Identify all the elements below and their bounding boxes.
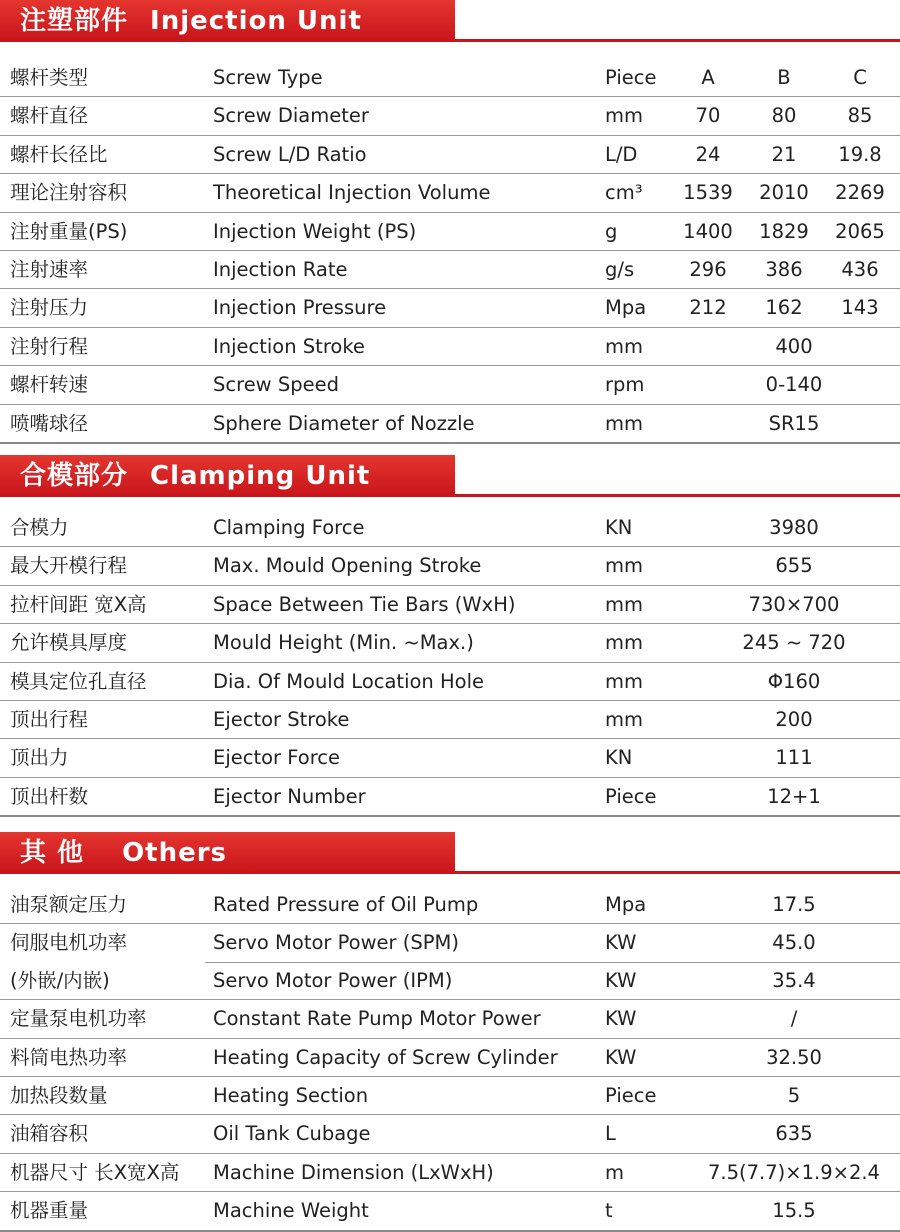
spec-unit: Mpa	[605, 893, 647, 916]
spec-label-en: Mould Height (Min. ~Max.)	[213, 631, 474, 655]
spec-unit: mm	[605, 411, 643, 435]
spec-row	[0, 701, 900, 739]
spec-value: /	[790, 1007, 798, 1031]
spec-value-c: 19.8	[838, 142, 882, 166]
spec-value: 635	[775, 1122, 813, 1146]
spec-unit: cm³	[605, 181, 643, 205]
spec-label-cn: 注射速率	[10, 257, 89, 281]
spec-table	[0, 59, 900, 444]
spec-row	[0, 547, 900, 585]
spec-value-c: 2065	[835, 219, 885, 243]
spec-label-cn: 注射压力	[10, 296, 89, 320]
spec-value-a: 212	[689, 296, 727, 320]
spec-value: 0-140	[765, 373, 823, 397]
spec-row	[0, 1115, 900, 1153]
spec-unit: mm	[605, 554, 643, 578]
spec-unit: KN	[605, 516, 633, 539]
spec-row	[0, 778, 900, 817]
spec-value: 245 ~ 720	[742, 631, 846, 655]
spec-label-cn: 螺杆类型	[10, 66, 89, 89]
spec-row	[0, 1000, 900, 1038]
spec-value-a: 24	[695, 142, 721, 166]
section-injection-unit	[0, 0, 900, 444]
spec-value-c: 436	[841, 257, 879, 281]
spec-label-en: Screw Diameter	[213, 104, 369, 128]
spec-label-en: Injection Stroke	[213, 334, 365, 358]
section-banner	[0, 832, 900, 874]
spec-label-en: Injection Pressure	[213, 296, 387, 320]
section-title-cn: 注塑部件	[20, 6, 129, 36]
spec-label-cn: 模具定位孔直径	[10, 669, 147, 693]
spec-unit: KN	[605, 746, 633, 770]
spec-value: 7.5(7.7)×1.9×2.4	[708, 1160, 880, 1184]
spec-label-en: Rated Pressure of Oil Pump	[213, 893, 479, 916]
section-title-cn: 其 他	[20, 838, 85, 868]
section-title-en: Injection Unit	[150, 6, 362, 36]
spec-label-cn: (外嵌/内嵌)	[10, 968, 110, 992]
spec-value-b: 21	[771, 142, 797, 166]
spec-value: SR15	[768, 411, 820, 435]
section-title-cn: 合模部分	[20, 461, 129, 491]
spec-label-cn: 理论注射容积	[10, 181, 128, 205]
spec-value: 17.5	[772, 893, 816, 916]
spec-label-cn: 拉杆间距 宽X高	[10, 592, 147, 616]
spec-label-cn: 顶出力	[10, 746, 69, 770]
spec-value: 730×700	[748, 592, 840, 616]
spec-value: 400	[775, 334, 813, 358]
spec-label-cn: 料筒电热功率	[10, 1045, 128, 1069]
spec-unit: L/D	[605, 142, 638, 166]
section-title	[20, 832, 227, 874]
spec-label-cn: 机器重量	[10, 1199, 89, 1223]
spec-label-cn: 顶出杆数	[10, 784, 89, 808]
spec-row	[0, 97, 900, 135]
spec-value-b: 2010	[759, 181, 809, 205]
spec-row	[0, 624, 900, 662]
spec-label-en: Heating Capacity of Screw Cylinder	[213, 1045, 558, 1069]
spec-label-en: Heating Section	[213, 1083, 369, 1107]
section-title-en: Others	[122, 838, 228, 868]
spec-label-cn: 最大开模行程	[10, 554, 128, 578]
spec-row	[0, 136, 900, 174]
spec-label-en: Constant Rate Pump Motor Power	[213, 1007, 541, 1031]
spec-label-en: Ejector Stroke	[213, 707, 350, 731]
spec-unit: mm	[605, 592, 643, 616]
spec-value: 3980	[769, 516, 819, 539]
spec-value: 15.5	[772, 1199, 816, 1223]
spec-label-cn: 合模力	[10, 516, 69, 539]
spec-label-cn: 螺杆直径	[10, 104, 89, 128]
section-banner	[0, 455, 900, 497]
spec-unit: KW	[605, 1007, 637, 1031]
spec-row	[0, 1192, 900, 1231]
spec-label-cn: 螺杆转速	[10, 373, 89, 397]
spec-row	[0, 328, 900, 366]
spec-row	[0, 924, 900, 961]
spec-label-cn: 螺杆长径比	[10, 142, 108, 166]
spec-value: 32.50	[766, 1045, 822, 1069]
spec-row	[0, 213, 900, 251]
spec-value: 200	[775, 707, 813, 731]
spec-value: 5	[787, 1083, 801, 1107]
spec-unit: m	[605, 1160, 624, 1184]
spec-label-cn: 喷嘴球径	[10, 411, 89, 435]
spec-row	[0, 174, 900, 212]
spec-label-cn: 顶出行程	[10, 707, 89, 731]
spec-value-b: 162	[765, 296, 803, 320]
spec-value-a: 1539	[683, 181, 733, 205]
spec-unit: KW	[605, 968, 637, 992]
spec-label-en: Injection Rate	[213, 257, 348, 281]
spec-label-cn: 注射行程	[10, 334, 89, 358]
spec-row	[0, 1077, 900, 1115]
spec-value-b: 1829	[759, 219, 809, 243]
spec-unit: L	[605, 1122, 616, 1146]
spec-table	[0, 509, 900, 817]
spec-value-c: 2269	[835, 181, 885, 205]
spec-value: Φ160	[767, 669, 821, 693]
spec-unit: t	[605, 1199, 613, 1223]
spec-unit: Piece	[605, 784, 657, 808]
spec-row	[0, 509, 900, 547]
spec-unit: mm	[605, 669, 643, 693]
section-clamping-unit	[0, 455, 900, 817]
spec-label-cn: 油箱容积	[10, 1122, 89, 1146]
spec-label-en: Servo Motor Power (IPM)	[213, 968, 453, 992]
spec-label-en: Ejector Number	[213, 784, 366, 808]
spec-value-b: B	[777, 66, 791, 89]
spec-value-a: 70	[695, 104, 721, 128]
spec-label-en: Machine Weight	[213, 1199, 369, 1223]
spec-label-cn: 定量泵电机功率	[10, 1007, 147, 1031]
spec-label-en: Servo Motor Power (SPM)	[213, 931, 459, 955]
spec-label-cn: 油泵额定压力	[10, 893, 128, 916]
spec-value-b: 386	[765, 257, 803, 281]
spec-label-en: Machine Dimension (LxWxH)	[213, 1160, 494, 1184]
spec-unit: Mpa	[605, 296, 647, 320]
spec-unit: KW	[605, 931, 637, 955]
spec-unit: rpm	[605, 373, 645, 397]
spec-value-b: 80	[771, 104, 797, 128]
spec-value: 35.4	[772, 968, 816, 992]
spec-table	[0, 886, 900, 1232]
section-title	[20, 455, 370, 497]
spec-label-en: Injection Weight (PS)	[213, 219, 417, 243]
spec-row	[0, 886, 900, 924]
section-banner	[0, 0, 900, 42]
section-title	[20, 0, 362, 42]
spec-row	[0, 366, 900, 404]
spec-label-en: Sphere Diameter of Nozzle	[213, 411, 475, 435]
spec-label-en: Screw Speed	[213, 373, 339, 397]
spec-value-c: 143	[841, 296, 879, 320]
spec-value: 111	[775, 746, 813, 770]
spec-unit: KW	[605, 1045, 637, 1069]
spec-row	[0, 663, 900, 701]
spec-value-a: A	[701, 66, 715, 89]
spec-row	[0, 962, 900, 1000]
spec-label-en: Max. Mould Opening Stroke	[213, 554, 482, 578]
spec-value-c: C	[853, 66, 867, 89]
spec-label-cn: 伺服电机功率	[10, 931, 128, 955]
spec-unit: mm	[605, 104, 643, 128]
spec-value-c: 85	[847, 104, 873, 128]
spec-row	[0, 405, 900, 444]
section-others	[0, 832, 900, 1232]
spec-label-en: Oil Tank Cubage	[213, 1122, 371, 1146]
spec-unit: mm	[605, 707, 643, 731]
spec-value-a: 1400	[683, 219, 733, 243]
spec-row	[0, 1039, 900, 1077]
spec-value: 655	[775, 554, 813, 578]
spec-unit: mm	[605, 631, 643, 655]
spec-row	[0, 1154, 900, 1192]
spec-unit: mm	[605, 334, 643, 358]
spec-value: 45.0	[772, 931, 816, 955]
spec-row	[0, 251, 900, 289]
spec-label-en: Theoretical Injection Volume	[213, 181, 491, 205]
spec-label-cn: 机器尺寸 长X宽X高	[10, 1160, 180, 1184]
spec-value: 12+1	[767, 784, 821, 808]
spec-label-cn: 注射重量(PS)	[10, 219, 128, 243]
spec-row	[0, 586, 900, 624]
spec-label-en: Clamping Force	[213, 516, 365, 539]
spec-row	[0, 59, 900, 97]
spec-label-en: Ejector Force	[213, 746, 341, 770]
section-title-en: Clamping Unit	[150, 461, 371, 491]
spec-label-en: Dia. Of Mould Location Hole	[213, 669, 484, 693]
spec-unit: Piece	[605, 66, 657, 89]
spec-label-cn: 加热段数量	[10, 1083, 108, 1107]
spec-row	[0, 739, 900, 777]
spec-label-en: Screw L/D Ratio	[213, 142, 367, 166]
spec-label-en: Space Between Tie Bars (WxH)	[213, 592, 516, 616]
spec-row	[0, 289, 900, 327]
spec-label-en: Screw Type	[213, 66, 323, 89]
spec-unit: g/s	[605, 257, 635, 281]
spec-label-cn: 允许模具厚度	[10, 631, 128, 655]
spec-unit: g	[605, 219, 618, 243]
spec-value-a: 296	[689, 257, 727, 281]
spec-unit: Piece	[605, 1083, 657, 1107]
